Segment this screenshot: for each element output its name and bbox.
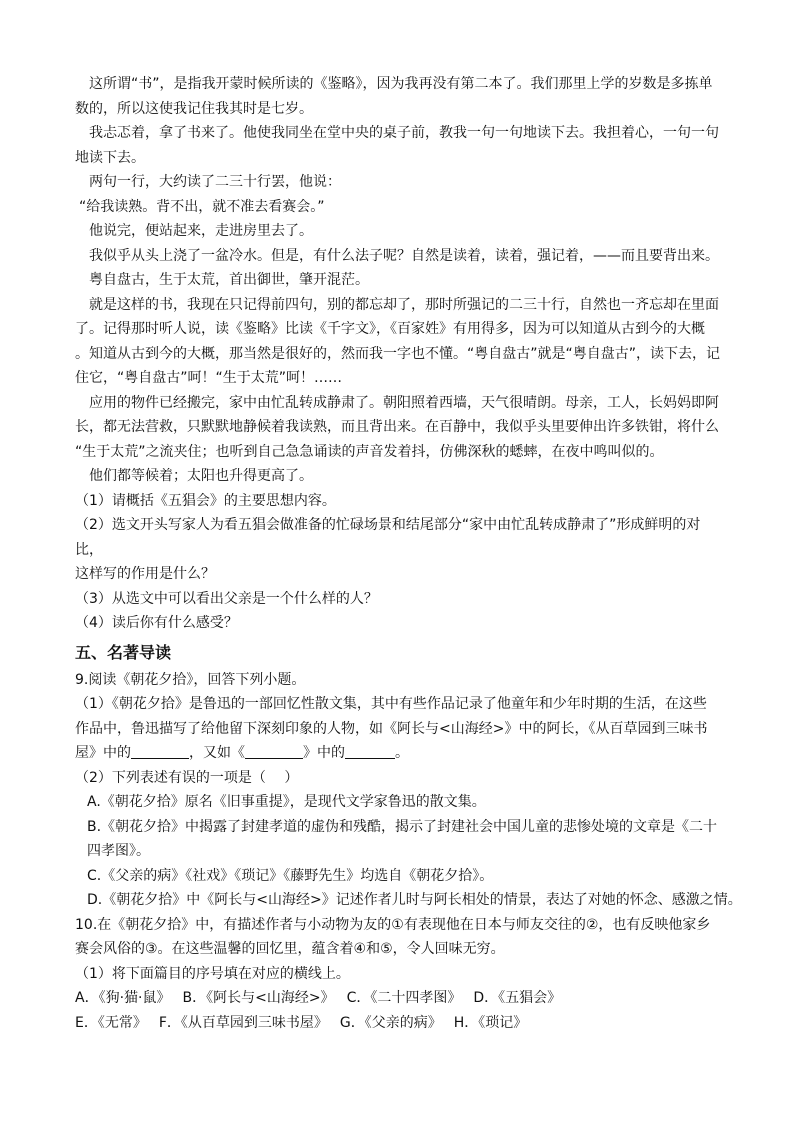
passage-paragraph-cont: 了。记得那时听人说，读《鉴略》比读《千字文》，《百家姓》有用得多，因为可以知道从古到今的大概 xyxy=(75,321,705,337)
text: 屋》中的 xyxy=(75,745,131,761)
question-10: 10.在《朝花夕拾》中，有描述作者与小动物为友的①有表现他在日本与师友交往的②，也有反映他家乡 xyxy=(75,916,711,933)
passage-paragraph-cont: 。知道从古到今的大概，那当然是很好的，然而我一字也不懂。“粤自盘古”就是“粤自盘古”，读下去，记 xyxy=(75,345,721,362)
title-option: A．《狗·猫·鼠》 xyxy=(75,990,171,1006)
passage-paragraph: 就是这样的书，我现在只记得前四句，别的都忘却了，那时所强记的二三十行，自然也一齐忘却在里面 xyxy=(89,296,719,313)
title-option: H．《琐记》 xyxy=(453,1014,528,1031)
passage-verse: 粤自盘古，生于太荒，首出御世，肇开混茫。 xyxy=(89,272,369,288)
passage-paragraph-cont: 长，都无法营救，只默默地静候着我读熟，而且背出来。在百静中，我似乎头里要伸出许多铁钳，将什么 xyxy=(75,419,719,435)
option-a: A.《朝花夕拾》原名《旧事重提》，是现代文学家鲁迅的散文集。 xyxy=(87,794,486,810)
question-1: （1）请概括《五猖会》的主要思想内容。 xyxy=(75,492,336,509)
passage-paragraph-cont: 住它，“粤自盘古”呵！“生于太荒”呵！…… xyxy=(75,370,343,386)
passage-paragraph-cont: “生于太荒”之流夹住；也听到自己急急诵读的声音发着抖，仿佛深秋的蟋蟀，在夜中鸣叫似的。 xyxy=(75,443,664,460)
question-9-2: （2）下列表述有误的一项是（ ） xyxy=(75,769,299,786)
passage-paragraph: 我忐忑着，拿了书来了。他使我同坐在堂中央的桌子前，教我一句一句地读下去。我担着心，一句一句 xyxy=(89,125,719,141)
question-9-1-fill-line xyxy=(75,741,725,766)
section-heading: 五、名著导读 xyxy=(75,642,172,662)
question-10-1: （1）将下面篇目的序号填在对应的横线上。 xyxy=(75,965,350,982)
passage-paragraph: 我似乎从头上浇了一盆冷水。但是，有什么法子呢？自然是读着，读着，强记着，——而且要背出来。 xyxy=(89,247,719,264)
question-2-cont: 这样写的作用是什么？ xyxy=(75,566,215,582)
title-option: B．《阿长与<山海经>》 xyxy=(182,990,335,1006)
text: 。 xyxy=(395,745,409,761)
answer-blank-1[interactable] xyxy=(131,744,189,759)
title-option: C．《二十四孝图》 xyxy=(346,990,462,1006)
passage-quote: “给我读熟。背不出，就不准去看赛会。” xyxy=(79,198,325,215)
document-page xyxy=(75,72,742,1035)
title-options-row-1 xyxy=(75,986,725,1011)
option-b-cont: 四孝图》。 xyxy=(87,843,150,859)
answer-blank-2[interactable] xyxy=(245,744,303,759)
passage-paragraph: 这所谓“书”，是指我开蒙时候所读的《鉴略》，因为我再没有第二本了。我们那里上学的岁数是多拣单 xyxy=(89,76,713,92)
passage-paragraph: 他说完，便站起来，走进房里去了。 xyxy=(89,223,313,239)
question-9-1-cont: 作品中，鲁迅描写了给他留下深刻印象的人物，如《阿长与<山海经>》中的阿长，《从百草园到三味书 xyxy=(75,720,708,737)
question-3: （3）从选文中可以看出父亲是一个什么样的人？ xyxy=(75,590,378,607)
title-options-row-2 xyxy=(75,1011,725,1036)
text: 》中的 xyxy=(303,745,345,761)
answer-blank-3[interactable] xyxy=(345,744,395,759)
question-2: （2）选文开头写家人为看五猖会做准备的忙碌场景和结尾部分“家中由忙乱转成静肃了”形成鲜明的对比， xyxy=(75,517,701,558)
passage-paragraph-cont: 地读下去。 xyxy=(75,149,145,166)
question-10-cont: 赛会风俗的③。在这些温馨的回忆里，蕴含着④和⑤，令人回味无穷。 xyxy=(75,941,505,957)
title-option: E．《无常》 xyxy=(75,1014,147,1031)
option-d: D.《朝花夕拾》中《阿长与<山海经>》记述作者儿时与阿长相处的情景，表达了对她的怀念、感激之情。 xyxy=(87,892,742,908)
question-9-1: （1）《朝花夕拾》是鲁迅的一部回忆性散文集，其中有些作品记录了他童年和少年时期的生活，在这些 xyxy=(75,696,707,712)
question-4: （4）读后你有什么感受？ xyxy=(75,615,238,631)
question-9-title: 9.阅读《朝花夕拾》，回答下列小题。 xyxy=(75,671,306,688)
passage-paragraph: 他们都等候着；太阳也升得更高了。 xyxy=(89,468,313,484)
passage-paragraph-cont: 数的，所以这使我记住我其时是七岁。 xyxy=(75,100,313,117)
option-c: C.《父亲的病》《社戏》《琐记》《藤野先生》均选自《朝花夕拾》。 xyxy=(87,867,494,884)
title-option: G．《父亲的病》 xyxy=(339,1014,442,1031)
text: ，又如《 xyxy=(189,745,245,761)
passage-paragraph: 两句一行，大约读了二三十行罢，他说： xyxy=(89,174,341,190)
title-option: F．《从百草园到三味书屋》 xyxy=(158,1014,328,1031)
title-option: D．《五猖会》 xyxy=(473,990,562,1006)
option-b: B.《朝花夕拾》中揭露了封建孝道的虚伪和残酷，揭示了封建社会中国儿童的悲惨处境的文章是《二十 xyxy=(87,818,718,835)
passage-paragraph: 应用的物件已经搬完，家中由忙乱转成静肃了。朝阳照着西墙，天气很晴朗。母亲，工人，长妈妈即阿 xyxy=(89,394,719,411)
